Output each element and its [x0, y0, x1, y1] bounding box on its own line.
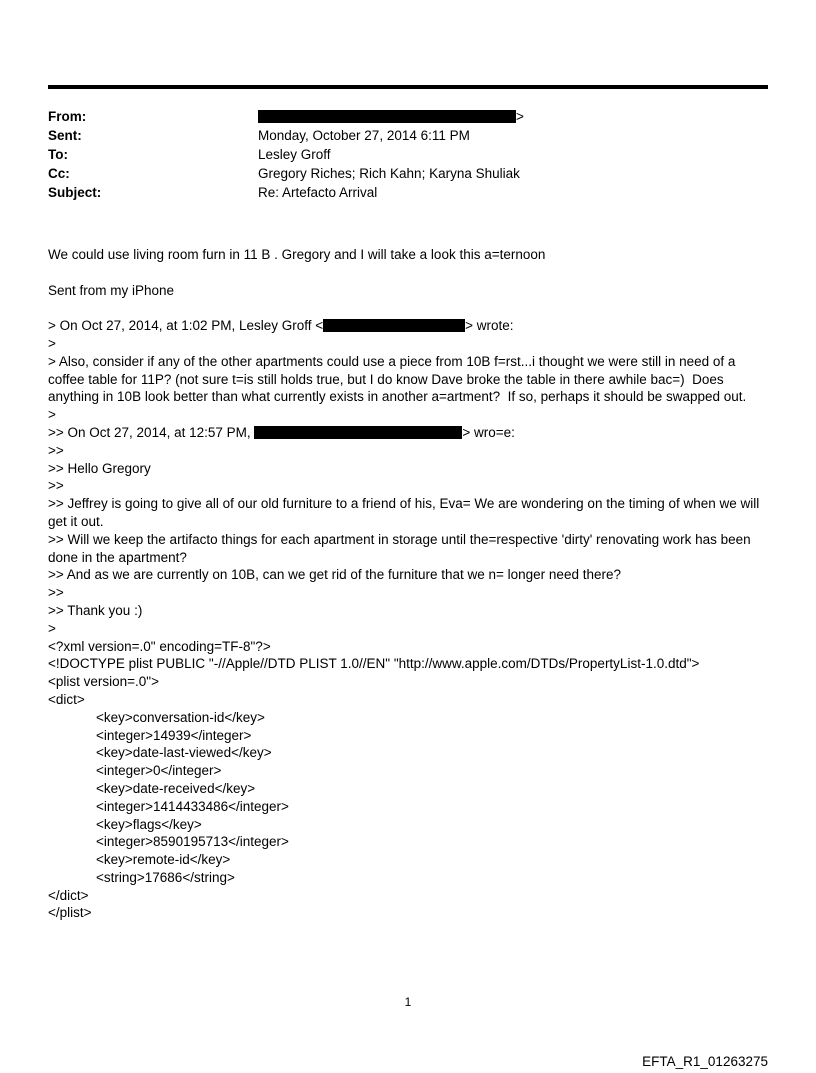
email-body-line: >> — [48, 442, 64, 458]
plist-line: <integer>1414433486</integer> — [96, 798, 289, 814]
plist-line: <?xml version=.0" encoding=TF-8"?> — [48, 638, 271, 654]
redaction-bar — [323, 319, 465, 332]
email-body-line: >> Thank you :) — [48, 602, 143, 618]
plist-line: <key>date-last-viewed</key> — [96, 745, 272, 761]
email-body-line: > — [48, 407, 56, 423]
header-row-cc — [48, 164, 768, 183]
email-body-line: > — [48, 620, 56, 636]
sent-label: Sent: — [48, 128, 82, 143]
plist-line: <dict> — [48, 691, 85, 707]
email-body-line: Sent from my iPhone — [48, 282, 175, 298]
quoted-line-prefix: >> On Oct 27, 2014, at 12:57 PM, — [48, 424, 255, 440]
email-body-line: > Also, consider if any of the other apartments could use a piece from 10B f=rst...i thought we were still in need of a coffee table for 11P? (not sure t=is still holds true, but I do know Dave broke the table in there awhile bac=) Does anything in 10B look better than what currently exists in another a=artment? If so, perhaps it should be swapped out. — [48, 353, 747, 405]
to-label: To: — [48, 147, 68, 162]
bates-number: EFTA_R1_01263275 — [642, 1054, 768, 1069]
email-header — [48, 107, 768, 202]
plist-line: <integer>0</integer> — [96, 763, 222, 779]
plist-line: <integer>14939</integer> — [96, 727, 252, 743]
quoted-line-suffix: > wrote: — [465, 318, 514, 334]
header-row-sent — [48, 126, 768, 145]
redaction-bar — [258, 110, 516, 123]
email-body-line — [48, 424, 768, 442]
plist-line: <key>conversation-id</key> — [96, 709, 265, 725]
header-row-subject — [48, 183, 768, 202]
page-number: 1 — [404, 995, 412, 1009]
email-body-line — [48, 317, 768, 335]
quoted-line-prefix: > On Oct 27, 2014, at 1:02 PM, Lesley Groff < — [48, 318, 324, 334]
plist-line: <integer>8590195713</integer> — [96, 834, 289, 850]
from-value — [258, 107, 768, 126]
quoted-line-suffix: > wro=e: — [462, 424, 515, 440]
from-suffix: > — [516, 109, 524, 124]
email-body-line: >> Jeffrey is going to give all of our old furniture to a friend of his, Eva= We are wondering on the timing of when we will get it out. — [48, 496, 764, 529]
email-body-line: >> — [48, 478, 64, 494]
header-divider-rule — [48, 85, 768, 89]
header-row-to — [48, 145, 768, 164]
plist-line: <plist version=.0"> — [48, 674, 159, 690]
to-value: Lesley Groff — [258, 147, 331, 162]
header-row-from — [48, 107, 768, 126]
cc-label: Cc: — [48, 166, 70, 181]
plist-line: <key>date-received</key> — [96, 780, 256, 796]
email-body — [48, 246, 768, 922]
plist-line: </plist> — [48, 905, 92, 921]
email-body-line: We could use living room furn in 11 B . Gregory and I will take a look this a=ternoon — [48, 247, 546, 262]
plist-line: </dict> — [48, 887, 89, 903]
email-body-line: >> Will we keep the artifacto things for each apartment in storage until the=respective 'dirty' renovating work has been done in the apartment? — [48, 531, 755, 565]
plist-line: <string>17686</string> — [96, 869, 235, 885]
email-body-line: >> And as we are currently on 10B, can we get rid of the furniture that we n= longer need there? — [48, 567, 621, 583]
from-label: From: — [48, 109, 87, 124]
email-body-line: > — [48, 335, 56, 351]
email-body-line: >> — [48, 585, 64, 601]
sent-value: Monday, October 27, 2014 6:11 PM — [258, 128, 470, 143]
email-body-line: >> Hello Gregory — [48, 460, 151, 476]
plist-line: <key>flags</key> — [96, 816, 202, 832]
cc-value: Gregory Riches; Rich Kahn; Karyna Shuliak — [258, 166, 520, 181]
subject-value: Re: Artefacto Arrival — [258, 185, 378, 200]
plist-line: <key>remote-id</key> — [96, 852, 231, 868]
subject-label: Subject: — [48, 185, 102, 200]
plist-line: <!DOCTYPE plist PUBLIC "-//Apple//DTD PLIST 1.0//EN" "http://www.apple.com/DTDs/PropertyList-1.0.dtd"> — [48, 656, 700, 672]
redaction-bar — [254, 426, 462, 439]
